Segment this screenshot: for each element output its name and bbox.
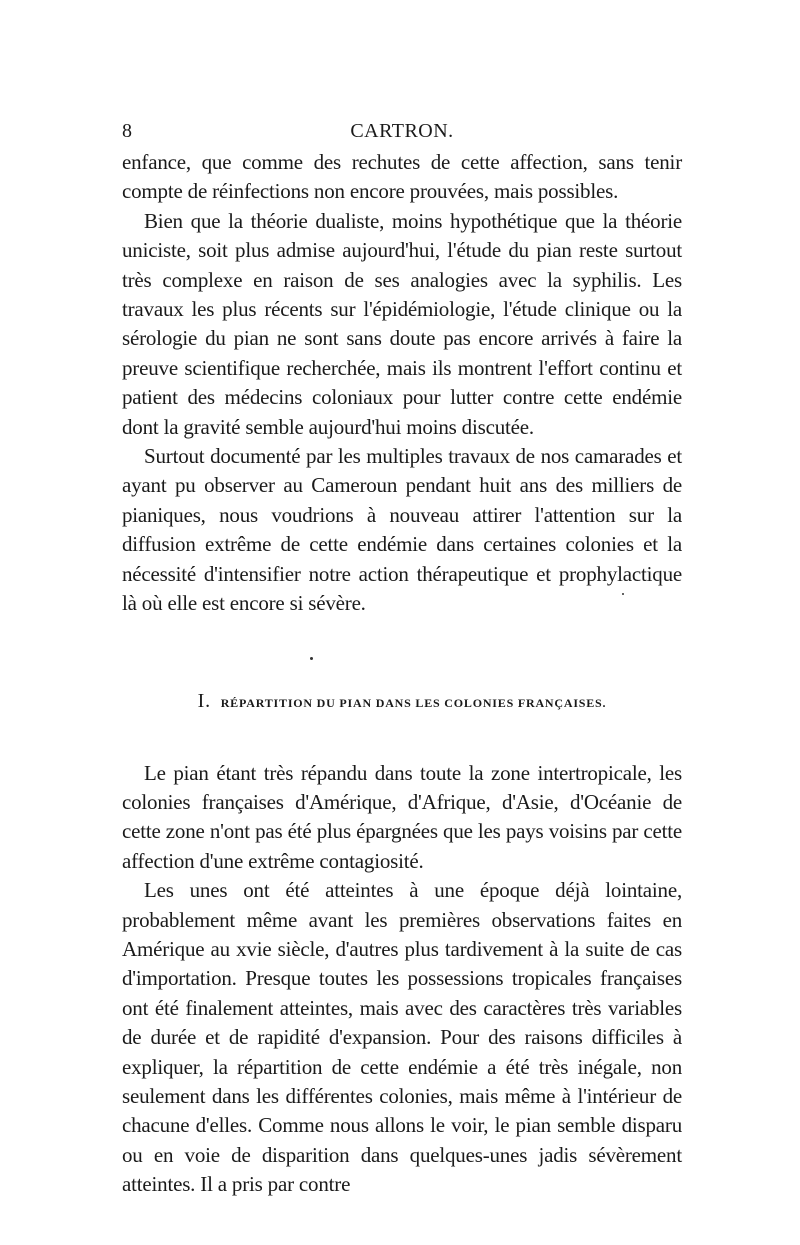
print-speck <box>310 657 313 660</box>
running-title: CARTRON. <box>350 120 454 142</box>
paragraph-cameroun: Surtout documenté par les multiples travaux de nos camarades et ayant pu observer au Cameroun pendant huit ans des milliers de pianiques, nous voudrions à nouveau attirer l'attention sur la diffusion extrême de cette endémie dans certaines colonies et la nécessité d'intensifier notre action thérapeutique et prophylactique là où elle est encore si sévère. <box>122 444 682 616</box>
text-block-bottom <box>122 759 682 1200</box>
book-page <box>122 116 682 1200</box>
section-heading <box>122 689 682 713</box>
section-number: I. <box>197 689 211 712</box>
print-speck <box>622 593 624 595</box>
paragraph-distribution: Les unes ont été atteintes à une époque déjà lointaine, probablement même avant les premières observations faites en Amérique au xvie siècle, d'autres plus tardivement à la suite de cas d'importation. Presque toutes les possessions tropicales françaises ont été finalement atteintes, mais avec des caractères très variables de durée et de rapidité d'expansion. Pour des raisons difficiles à expliquer, la répartition de cette endémie a été très inégale, non seulement dans les différentes colonies, mais même à l'intérieur de chacune d'elles. Comme nous allons le voir, le pian semble disparu ou en voie de disparition dans quelques-unes jadis sévèrement atteintes. Il a pris par contre <box>122 878 682 1197</box>
text-block-top <box>122 148 682 619</box>
paragraph-theory: Bien que la théorie dualiste, moins hypothétique que la théorie uniciste, soit plus admise aujourd'hui, l'étude du pian reste surtout très complexe en raison de ses analogies avec la syphilis. Les travaux les plus récents sur l'épidémiologie, l'étude clinique ou la sérologie du pian ne sont sans doute pas encore arrivés à faire la preuve scientifique recherchée, mais ils montrent l'effort continu et patient des médecins coloniaux pour lutter contre cette endémie dont la gravité semble aujourd'hui moins discutée. <box>122 208 682 439</box>
running-head <box>122 116 682 146</box>
paragraph-zone: Le pian étant très répandu dans toute la zone intertropicale, les colonies françaises d'Amérique, d'Afrique, d'Asie, d'Océanie de cette zone n'ont pas été plus épargnées que les pays voisins par cette affection d'une extrême contagiosité. <box>122 760 682 873</box>
section-title: RÉPARTITION DU PIAN DANS LES COLONIES FRANÇAISES. <box>220 695 607 710</box>
page-number: 8 <box>122 120 132 142</box>
paragraph-continuation: enfance, que comme des rechutes de cette affection, sans tenir compte de réinfections non encore prouvées, mais possibles. <box>122 150 682 204</box>
